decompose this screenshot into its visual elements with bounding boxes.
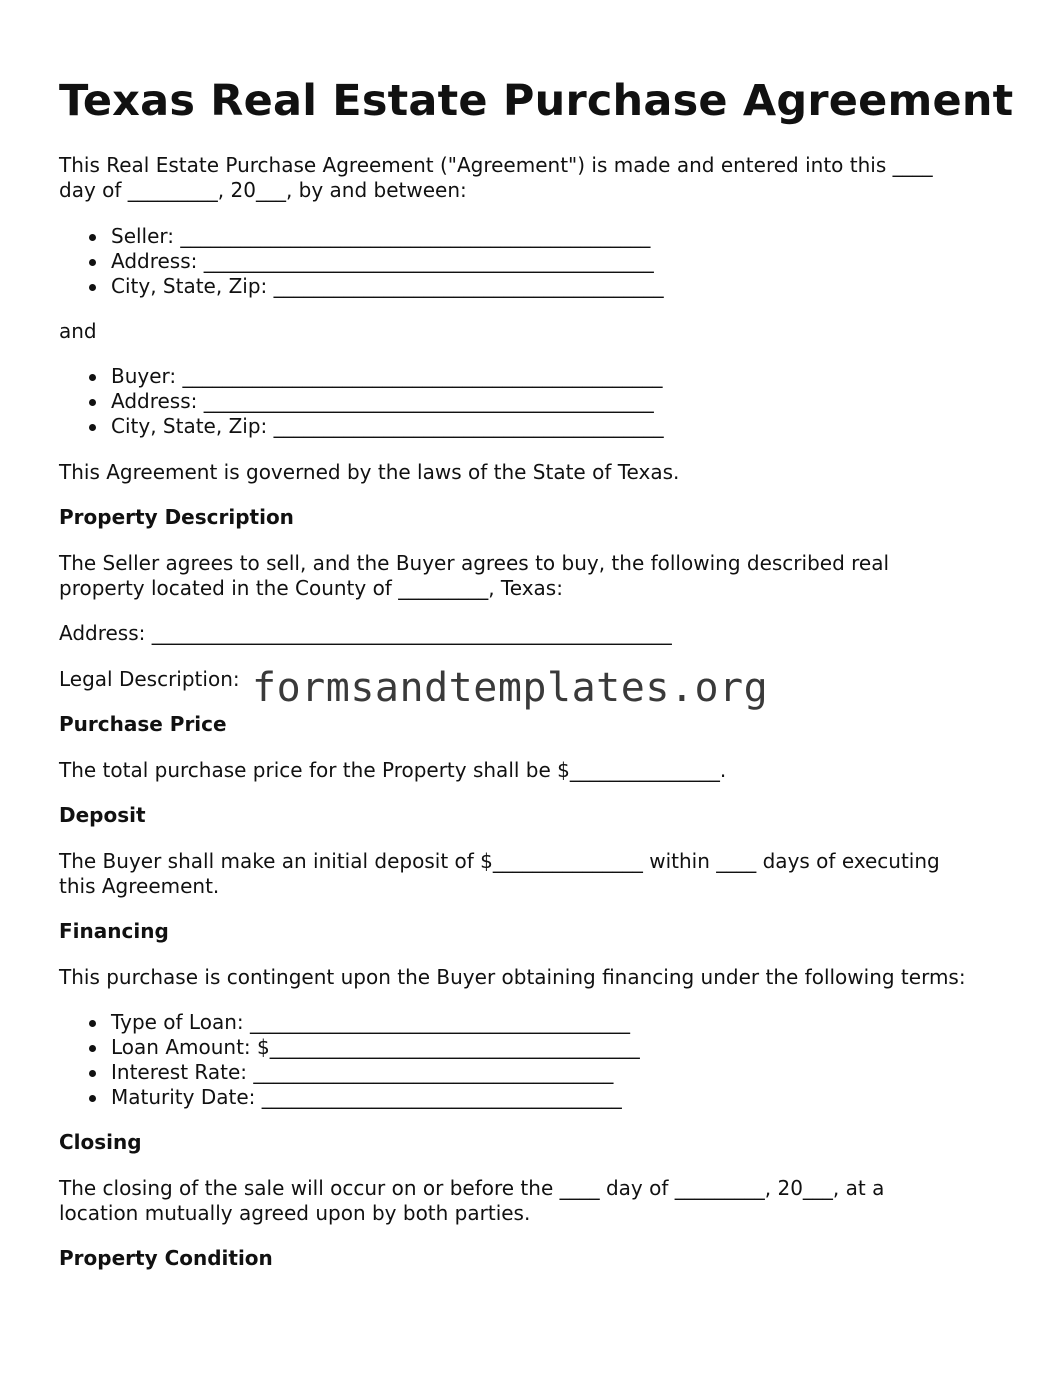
buyer-name-field: Buyer: ________________________________________________ [59, 364, 664, 389]
deposit-line-2: this Agreement. [59, 874, 220, 898]
interest-rate-field: Interest Rate: ____________________________________ [59, 1060, 640, 1085]
watermark: formsandtemplates.org [252, 665, 769, 711]
purchase-price-text: The total purchase price for the Property shall be $_______________. [59, 758, 727, 782]
loan-type-field: Type of Loan: ______________________________________ [59, 1010, 640, 1035]
property-description-heading: Property Description [59, 505, 294, 529]
closing-line-2: location mutually agreed upon by both parties. [59, 1201, 531, 1225]
governing-law-text: This Agreement is governed by the laws of the State of Texas. [59, 460, 680, 484]
financing-text: This purchase is contingent upon the Buyer obtaining financing under the following terms: [59, 965, 966, 989]
and-label: and [59, 319, 97, 343]
seller-city-state-zip-field: City, State, Zip: _______________________________________ [59, 274, 664, 299]
closing-heading: Closing [59, 1130, 142, 1154]
financing-heading: Financing [59, 919, 169, 943]
property-description-line-1: The Seller agrees to sell, and the Buyer agrees to buy, the following described real [59, 551, 890, 575]
closing-line-1: The closing of the sale will occur on or before the ____ day of _________, 20___, at a [59, 1176, 885, 1200]
financing-terms-list [59, 1010, 640, 1110]
buyer-city-state-zip-field: City, State, Zip: _______________________________________ [59, 414, 664, 439]
deposit-line-1: The Buyer shall make an initial deposit of $_______________ within ____ days of executing [59, 849, 940, 873]
loan-amount-field: Loan Amount: $_____________________________________ [59, 1035, 640, 1060]
seller-list [59, 224, 664, 299]
intro-line-2: day of _________, 20___, by and between: [59, 178, 467, 202]
property-description-line-2: property located in the County of _________, Texas: [59, 576, 563, 600]
property-condition-heading: Property Condition [59, 1246, 273, 1270]
seller-address-field: Address: _____________________________________________ [59, 249, 664, 274]
document-title: Texas Real Estate Purchase Agreement [59, 76, 1014, 126]
buyer-list [59, 364, 664, 439]
deposit-heading: Deposit [59, 803, 146, 827]
buyer-address-field: Address: _____________________________________________ [59, 389, 664, 414]
seller-name-field: Seller: _______________________________________________ [59, 224, 664, 249]
purchase-price-heading: Purchase Price [59, 712, 227, 736]
maturity-date-field: Maturity Date: ____________________________________ [59, 1085, 640, 1110]
property-address-field: Address: ____________________________________________________ [59, 621, 672, 645]
intro-line-1: This Real Estate Purchase Agreement ("Agreement") is made and entered into this ____ [59, 153, 933, 177]
legal-description-label: Legal Description: [59, 667, 240, 691]
